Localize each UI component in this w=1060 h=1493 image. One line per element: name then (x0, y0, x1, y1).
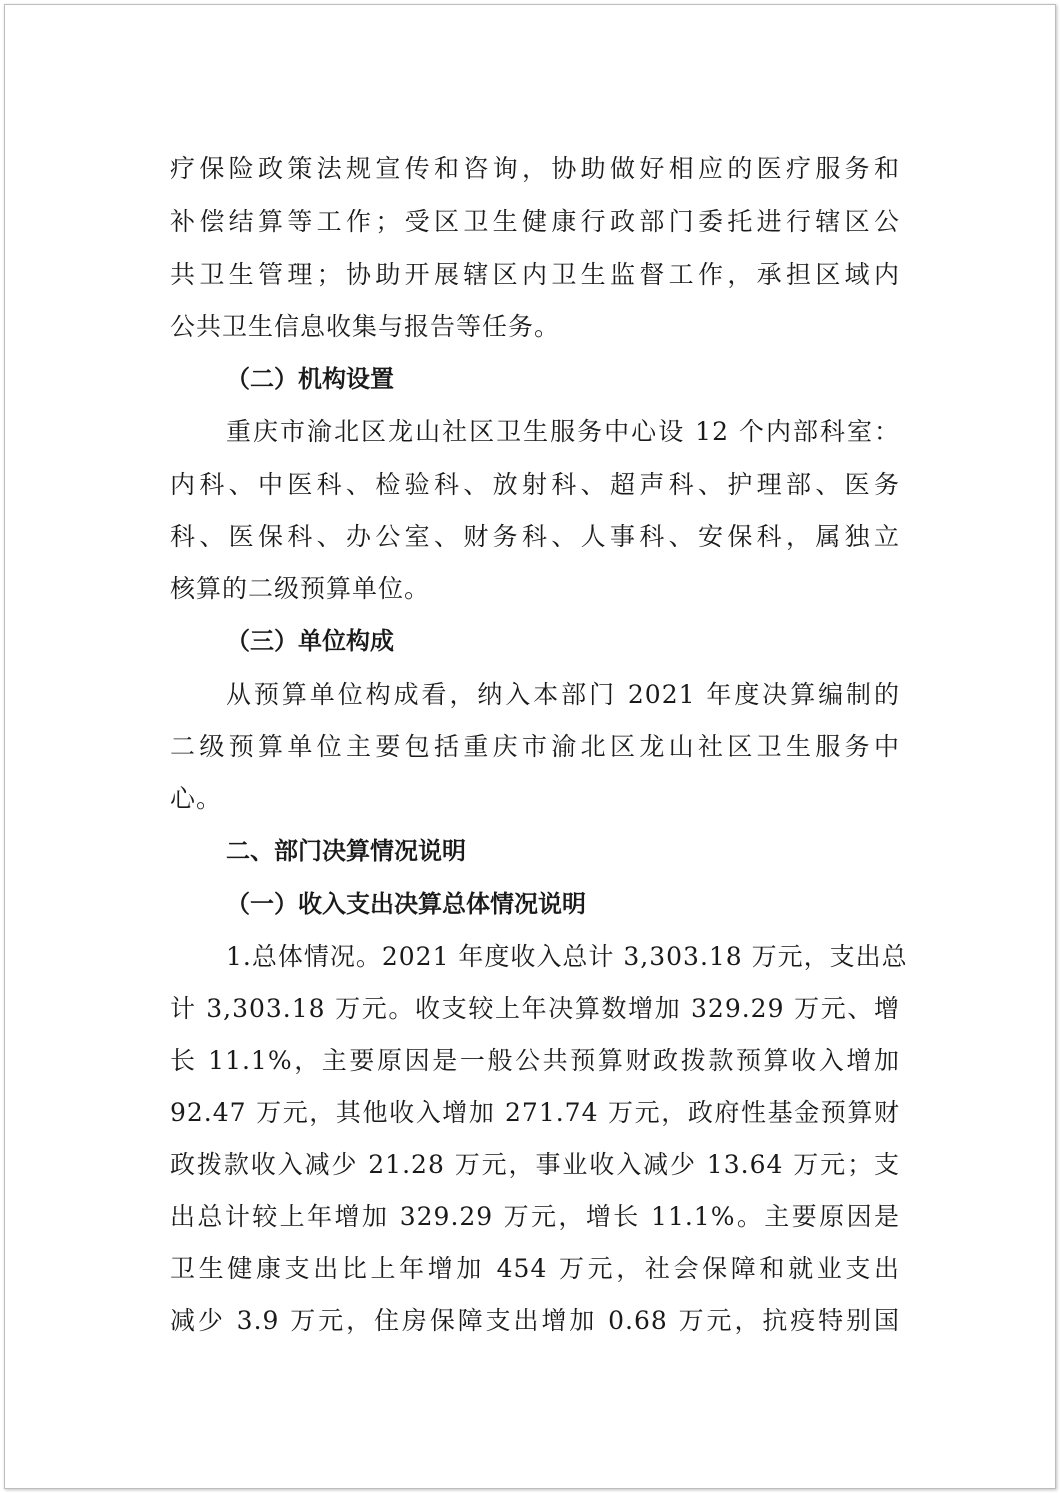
body-text-line: 从预算单位构成看，纳入本部门 2021 年度决算编制的 (226, 680, 900, 709)
body-text-line: 内科、中医科、检验科、放射科、超声科、护理部、医务 (170, 470, 900, 499)
body-text-line: 心。 (170, 784, 223, 813)
body-text-line: 减少 3.9 万元，住房保障支出增加 0.68 万元，抗疫特别国 (170, 1306, 900, 1335)
body-text-line: 补偿结算等工作；受区卫生健康行政部门委托进行辖区公 (170, 207, 900, 236)
section-heading-unit-composition: （三）单位构成 (226, 627, 394, 655)
body-text-line: 疗保险政策法规宣传和咨询，协助做好相应的医疗服务和 (170, 154, 900, 183)
body-text-line: 共卫生管理；协助开展辖区内卫生监督工作，承担区域内 (170, 260, 900, 289)
section-heading-final-accounts: 二、部门决算情况说明 (226, 837, 466, 865)
body-text-line: 长 11.1%，主要原因是一般公共预算财政拨款预算收入增加 (170, 1046, 900, 1075)
body-text-line: 1.总体情况。2021 年度收入总计 3,303.18 万元，支出总 (226, 942, 908, 971)
document-page (4, 4, 1056, 1489)
body-text-line: 重庆市渝北区龙山社区卫生服务中心设 12 个内部科室： (226, 417, 900, 446)
body-text-line: 二级预算单位主要包括重庆市渝北区龙山社区卫生服务中 (170, 732, 900, 761)
body-text-line: 出总计较上年增加 329.29 万元，增长 11.1%。主要原因是 (170, 1202, 900, 1231)
body-text-line: 政拨款收入减少 21.28 万元，事业收入减少 13.64 万元；支 (170, 1150, 900, 1179)
body-text-line: 卫生健康支出比上年增加 454 万元，社会保障和就业支出 (170, 1254, 900, 1283)
body-text-line: 核算的二级预算单位。 (170, 574, 431, 603)
section-heading-institution-setup: （二）机构设置 (226, 365, 394, 393)
body-text-line: 计 3,303.18 万元。收支较上年决算数增加 329.29 万元、增 (170, 994, 900, 1023)
body-text-line: 92.47 万元，其他收入增加 271.74 万元，政府性基金预算财 (170, 1098, 900, 1127)
body-text-line: 公共卫生信息收集与报告等任务。 (170, 312, 561, 341)
section-heading-income-expenditure: （一）收入支出决算总体情况说明 (226, 890, 586, 918)
body-text-line: 科、医保科、办公室、财务科、人事科、安保科，属独立 (170, 522, 900, 551)
